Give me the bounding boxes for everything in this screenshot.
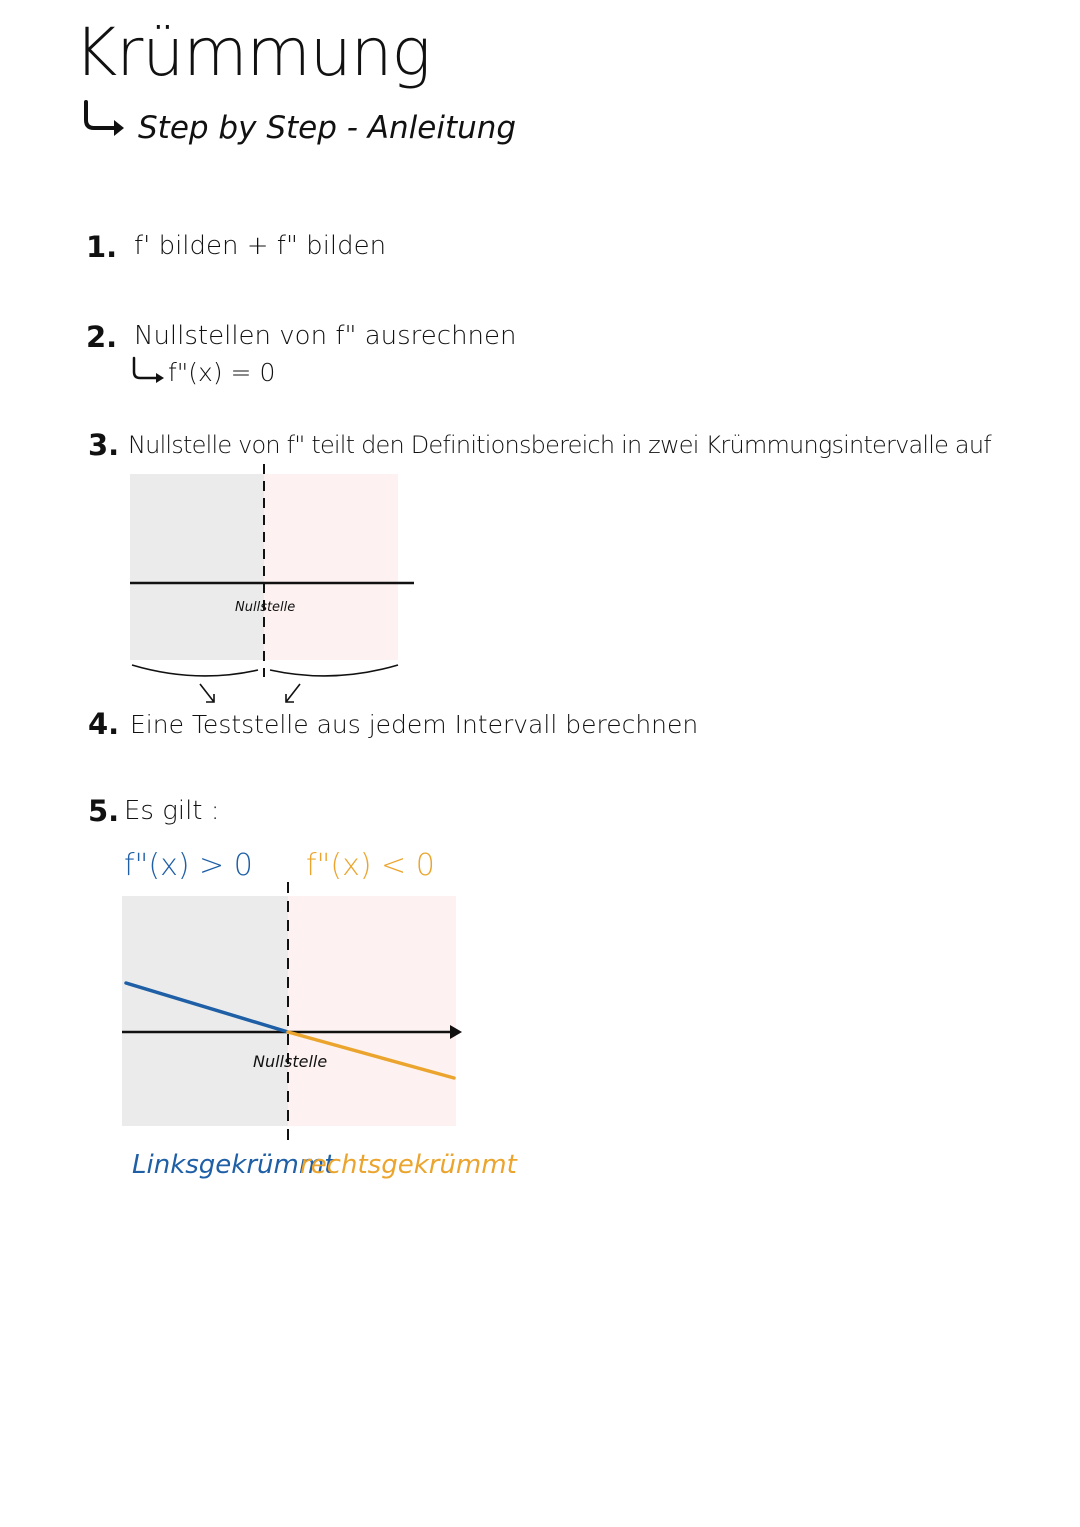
step-4-number: 4. bbox=[88, 707, 120, 741]
step-5-number: 5. bbox=[88, 794, 120, 828]
step-1-number: 1. bbox=[86, 230, 118, 264]
arrow-down-right-icon bbox=[200, 684, 214, 702]
condition-positive: f"(x) > 0 bbox=[124, 848, 253, 883]
step-1-text: f' bilden + f" bilden bbox=[134, 231, 387, 261]
hook-arrow-icon bbox=[80, 98, 136, 138]
interval-diagram bbox=[120, 462, 430, 712]
step-2-equation: f"(x) = 0 bbox=[168, 358, 276, 387]
condition-negative: f"(x) < 0 bbox=[306, 848, 435, 883]
diagram-2-zero-label: Nullstelle bbox=[253, 1052, 328, 1071]
step-4-text: Eine Teststelle aus jedem Intervall berechnen bbox=[130, 710, 699, 739]
page-title: Krümmung bbox=[74, 14, 431, 91]
step-3-number: 3. bbox=[88, 428, 120, 462]
step-5-text: Es gilt : bbox=[124, 796, 220, 826]
right-curvature-label: rechtsgekrümmt bbox=[300, 1150, 517, 1180]
step-2-text: Nullstellen von f" ausrechnen bbox=[134, 321, 517, 351]
left-interval-shade bbox=[130, 474, 264, 660]
arrow-down-left-icon bbox=[286, 684, 300, 702]
left-interval-brace bbox=[132, 665, 258, 676]
right-interval-brace bbox=[270, 665, 398, 676]
left-interval-shade bbox=[122, 896, 288, 1126]
page-subtitle: Step by Step - Anleitung bbox=[138, 110, 517, 146]
step-3-text: Nullstelle von f" teilt den Definitionsbereich in zwei Krümmungsintervalle auf bbox=[128, 431, 991, 459]
diagram-1-zero-label: Nullstelle bbox=[235, 600, 296, 615]
step-2-number: 2. bbox=[86, 320, 118, 354]
right-interval-shade bbox=[264, 474, 398, 660]
curvature-diagram bbox=[110, 878, 480, 1150]
right-interval-shade bbox=[288, 896, 456, 1126]
hook-arrow-small-icon bbox=[130, 356, 170, 386]
left-curvature-label: Linksgekrümmt bbox=[132, 1150, 335, 1180]
